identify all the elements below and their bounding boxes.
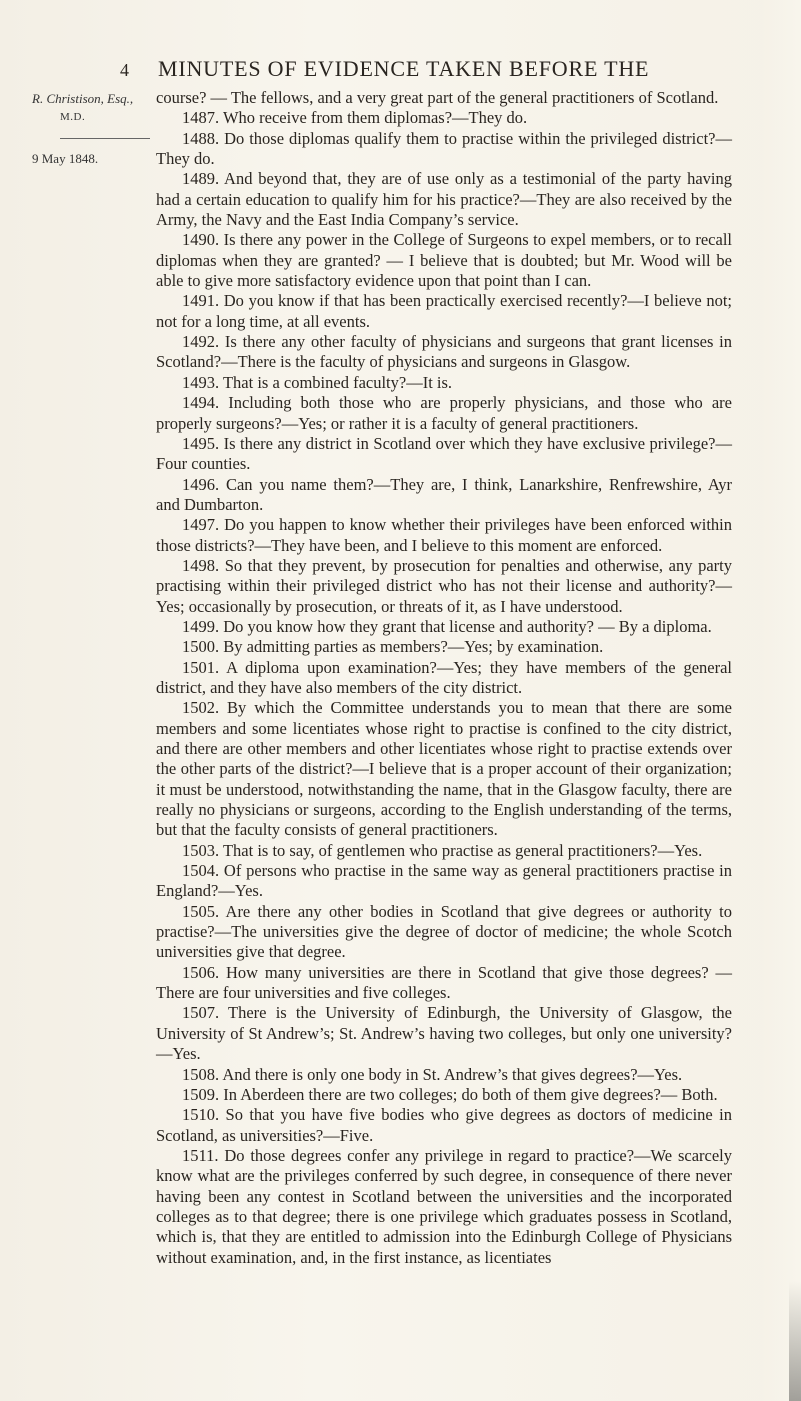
- paragraph: 1499. Do you know how they grant that license and authority? — By a diploma.: [182, 616, 712, 636]
- paragraph: 1500. By admitting parties as members?—Yes; by examination.: [182, 637, 604, 657]
- paragraph: 1508. And there is only one body in St. Andrew’s that gives degrees?—Yes.: [182, 1064, 683, 1084]
- paragraph: 1503. That is to say, of gentlemen who practise as general practitioners?—Yes.: [182, 840, 703, 860]
- paragraph: 1507. There is the University of Edinburgh, the University of Glasgow, the University of St Andrew’s; St. Andrew’s having two colleges, but only one university?—Yes.: [156, 1003, 732, 1064]
- margin-rule: [60, 138, 150, 139]
- page-edge: [761, 0, 801, 1401]
- paragraph: 1489. And beyond that, they are of use only as a testimonial of the party having had a certain education to qualify him for his practice?—They are also received by the Army, the Navy and the East India Company’s service.: [156, 169, 732, 230]
- paragraph: 1506. How many universities are there in Scotland that give those degrees? —There are four universities and five colleges.: [156, 962, 732, 1003]
- paragraph: 1490. Is there any power in the College of Surgeons to expel members, or to recall diplomas when they are granted? — I believe that is doubted; but Mr. Wood will be able to give more satisfactory evidence upon that point than I can.: [156, 230, 732, 291]
- paragraph: 1510. So that you have five bodies who give degrees as doctors of medicine in Scotland, as universities?—Five.: [156, 1105, 732, 1145]
- paragraph: 1501. A diploma upon examination?—Yes; they have members of the general district, and they have also members of the city district.: [156, 657, 732, 697]
- paragraph: 1498. So that they prevent, by prosecution for penalties and otherwise, any party practising within their privileged district who has not their license and authority?—Yes; occasionally by prosecution, or threats of it, as I have understood.: [156, 555, 732, 616]
- evidence-text: [156, 88, 732, 1268]
- margin-witness-name: R. Christison, Esq.,: [32, 91, 134, 106]
- paragraph: 1495. Is there any district in Scotland over which they have exclusive privilege?—Four counties.: [156, 433, 732, 474]
- paragraph: 1488. Do those diplomas qualify them to practise within the privileged district?—They do.: [156, 128, 732, 169]
- paragraph: 1494. Including both those who are properly physicians, and those who are properly surgeons?—Yes; or rather it is a faculty of general practitioners.: [156, 393, 732, 433]
- paragraph: 1493. That is a combined faculty?—It is.: [182, 372, 453, 392]
- paragraph: 1504. Of persons who practise in the same way as general practitioners practise in England?—Yes.: [156, 861, 732, 901]
- paragraph: 1505. Are there any other bodies in Scotland that give degrees or authority to practise?—The universities give the degree of doctor of medicine; the whole Scotch universities give that degree.: [156, 901, 732, 962]
- margin-date: 9 May 1848.: [32, 151, 99, 166]
- paragraph: 1496. Can you name them?—They are, I think, Lanarkshire, Renfrewshire, Ayr and Dumbarton.: [156, 474, 732, 514]
- paragraph: 1509. In Aberdeen there are two colleges; do both of them give degrees?— Both.: [182, 1084, 718, 1104]
- paragraph: 1497. Do you happen to know whether their privileges have been enforced within those districts?—They have been, and I believe to this moment are enforced.: [156, 515, 732, 555]
- paragraph: 1487. Who receive from them diplomas?—They do.: [182, 108, 528, 128]
- margin-witness-degree: M.D.: [60, 111, 86, 123]
- paragraph: 1502. By which the Committee understands you to mean that there are some members and some licentiates whose right to practise is confined to the city district, and there are other members and other licentiates whose right to practise extends over the other parts of the district?—I believe that is a proper account of their organization; it must be understood, notwithstanding the name, that in the Glasgow faculty, there are really no physicians or surgeons, according to the English understanding of the terms, but that the faculty consists of general practitioners.: [156, 698, 732, 840]
- paragraph: course? — The fellows, and a very great part of the general practitioners of Scotland.: [156, 88, 719, 107]
- page-shadow: [789, 1281, 801, 1401]
- page-number: 4: [120, 60, 129, 80]
- paragraph: 1511. Do those degrees confer any privilege in regard to practice?—We scarcely know what are the privileges conferred by such degree, in consequence of there never having been any contest in Scotland between the universities and the incorporated colleges as to that degree; there is one privilege which graduates possess in Scotland, which is, that they are entitled to admission into the Edinburgh College of Physicians without examination, and, in the first instance, as licentiates: [156, 1145, 732, 1267]
- paragraph: 1491. Do you know if that has been practically exercised recently?—I believe not; not for a long time, at all events.: [156, 291, 732, 331]
- paragraph: 1492. Is there any other faculty of physicians and surgeons that grant licenses in Scotland?—There is the faculty of physicians and surgeons in Glasgow.: [156, 332, 732, 372]
- running-head: MINUTES OF EVIDENCE TAKEN BEFORE THE: [158, 56, 650, 81]
